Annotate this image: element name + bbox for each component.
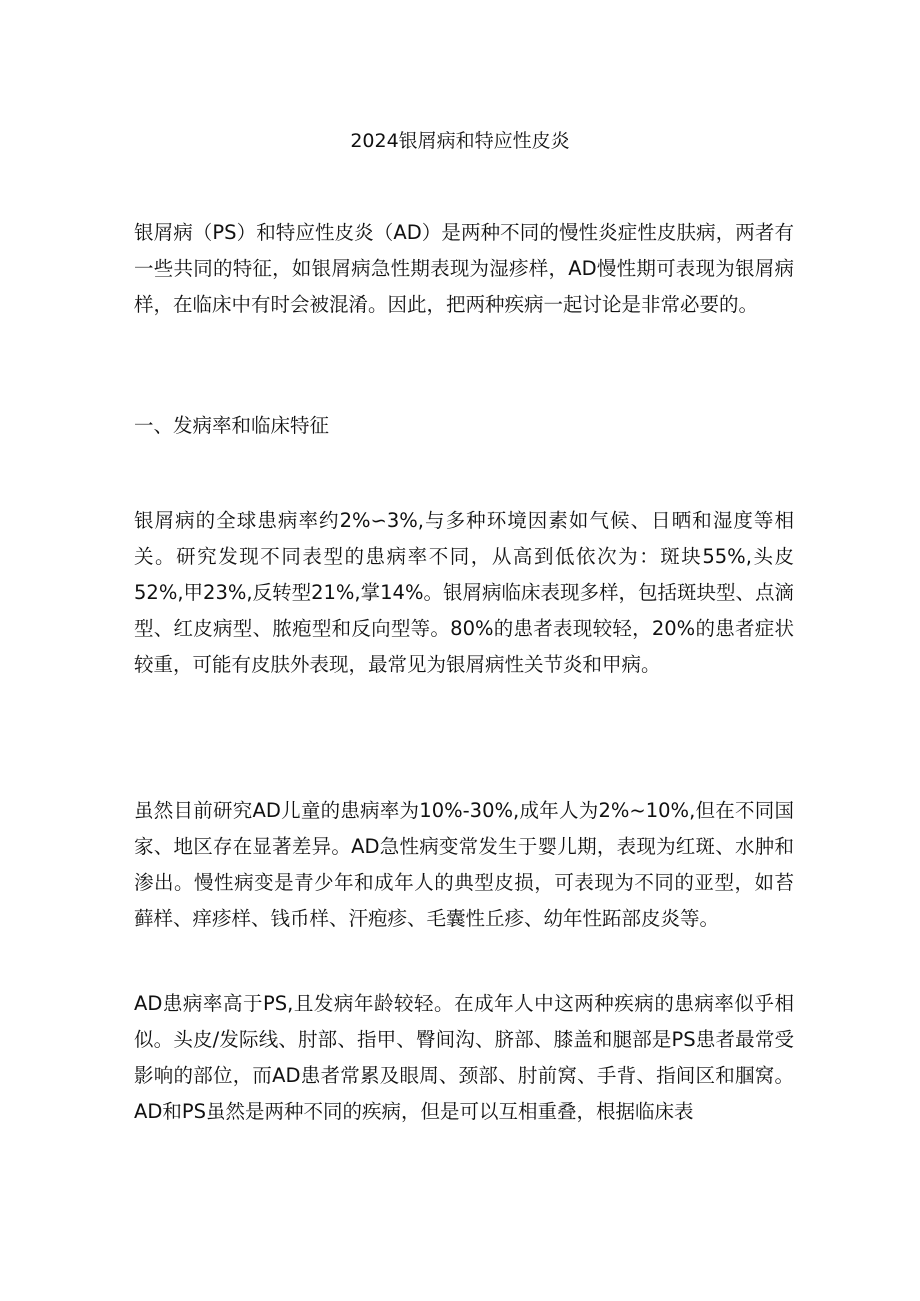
ad-prevalence-paragraph: 虽然目前研究AD儿童的患病率为10%-30%,成年人为2%~10%,但在不同国家、地区存在显著差异。AD急性病变常发生于婴儿期，表现为红斑、水肿和渗出。慢性病变是青少年和成年人的典型皮损，可表现为不同的亚型，如苔藓样、痒疹样、钱币样、汗疱疹、毛囊性丘疹、幼年性跖部皮炎等。 (134, 799, 794, 930)
comparison-paragraph: AD患病率高于PS,且发病年龄较轻。在成年人中这两种疾病的患病率似乎相似。头皮/发际线、肘部、指甲、臀间沟、脐部、膝盖和腿部是PS患者最常受影响的部位，而AD患者常累及眼周、颈部、肘前窝、手背、指间区和腘窝。AD和PS虽然是两种不同的疾病，但是可以互相重叠，根据临床表 (134, 992, 794, 1123)
ps-prevalence-paragraph: 银屑病的全球患病率约2%∽3%,与多种环境因素如气候、日晒和湿度等相关。研究发现不同表型的患病率不同，从高到低依次为：斑块55%,头皮52%,甲23%,反转型21%,掌14%。银屑病临床表现多样，包括斑块型、点滴型、红皮病型、脓疱型和反向型等。80%的患者表现较轻，20%的患者症状较重，可能有皮肤外表现，最常见为银屑病性关节炎和甲病。 (134, 509, 794, 676)
intro-paragraph: 银屑病（PS）和特应性皮炎（AD）是两种不同的慢性炎症性皮肤病，两者有一些共同的特征，如银屑病急性期表现为湿疹样，AD慢性期可表现为银屑病样，在临床中有时会被混淆。因此，把两种疾病一起讨论是非常必要的。 (134, 221, 794, 316)
document-title: 2024银屑病和特应性皮炎 (350, 130, 570, 152)
section-heading: 一、发病率和临床特征 (134, 414, 330, 437)
